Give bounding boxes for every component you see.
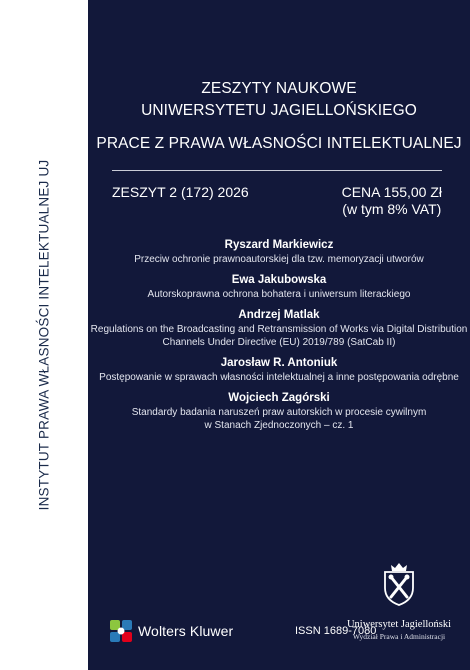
article-title: Przeciw ochronie prawnoautorskiej dla tzw. memoryzacji utworów (134, 254, 424, 265)
price-block (342, 184, 442, 218)
article-author: Jarosław R. Antoniuk (220, 357, 338, 369)
price-label: CENA 155,00 Zł (341, 184, 442, 200)
university-name: Uniwersytet Jagielloński (346, 619, 452, 630)
article-title: Regulations on the Broadcasting and Retransmission of Works via Digital Distribution Channels Under Directive (EU) 2019/789 (SatCab II) (90, 324, 468, 348)
issn-label: ISSN 1689-7080 (295, 625, 377, 637)
faculty-name: Wydział Prawa i Administracji (352, 632, 446, 641)
list-item (88, 355, 470, 384)
article-author: Andrzej Matlak (238, 309, 320, 321)
list-item (88, 237, 470, 266)
article-title: Standardy badania naruszeń praw autorskich w procesie cywilnym w Stanach Zjednoczonych – cz. 1 (131, 407, 427, 431)
series-subtitle: PRACE Z PRAWA WŁASNOŚCI INTELEKTUALNEJ (96, 135, 462, 152)
publisher-name: Wolters Kluwer (138, 623, 234, 639)
article-title: Postępowanie w sprawach własności intelektualnej a inne postępowania odrębne (99, 372, 459, 383)
table-of-contents (88, 237, 470, 438)
cover-panel (88, 0, 470, 670)
article-author: Wojciech Zagórski (228, 392, 330, 404)
article-title: Autorskoprawna ochrona bohatera i uniwersum literackiego (147, 289, 411, 300)
publisher-logo (110, 620, 233, 642)
series-title-line-2: UNIWERSYTETU JAGIELLOŃSKIEGO (141, 102, 417, 119)
list-item (88, 307, 470, 349)
issue-label: ZESZYT 2 (172) 2026 (112, 184, 249, 200)
vat-label: (w tym 8% VAT) (342, 201, 442, 217)
article-author: Ryszard Markiewicz (224, 239, 334, 251)
list-item (88, 272, 470, 301)
spine-title: INSTYTUT PRAWA WŁASNOŚCI INTELEKTUALNEJ UJ (36, 159, 52, 511)
wolters-kluwer-logo-icon (110, 620, 132, 642)
list-item (88, 390, 470, 432)
spine (0, 0, 88, 670)
article-author: Ewa Jakubowska (231, 274, 327, 286)
series-title-line-1: ZESZYTY NAUKOWE (201, 80, 357, 97)
header-divider (112, 170, 442, 171)
uj-crest-icon (379, 560, 419, 606)
